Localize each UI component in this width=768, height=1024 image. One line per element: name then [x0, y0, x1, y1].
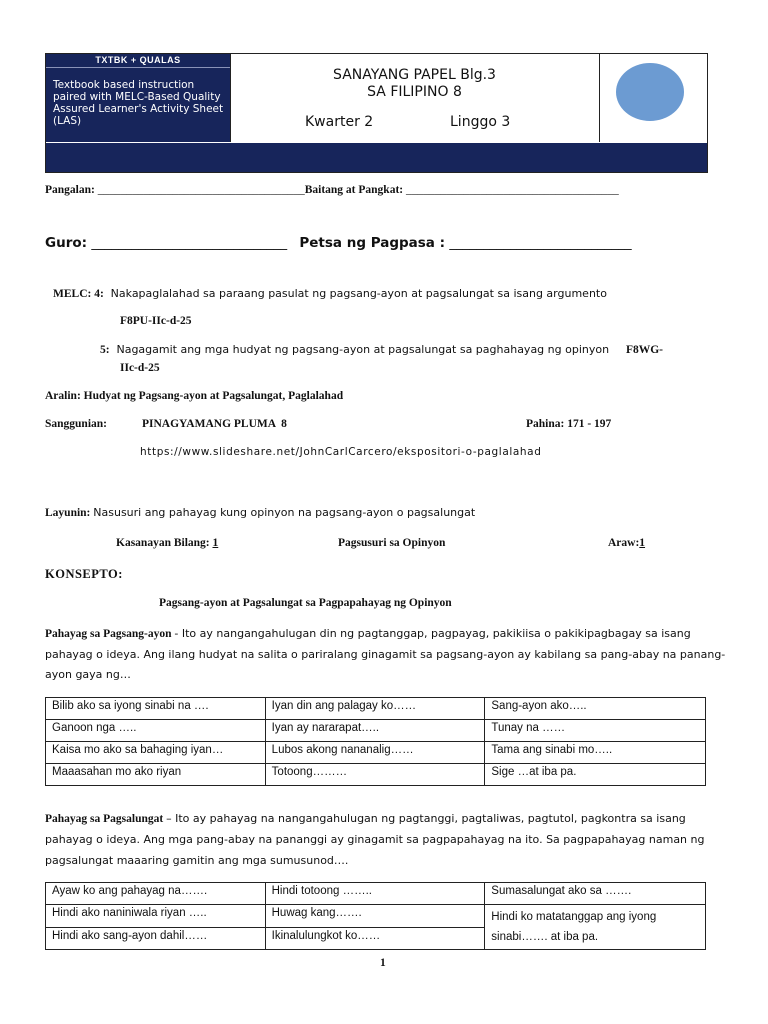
table-row	[46, 883, 706, 905]
document-title: SANAYANG PAPEL Blg.3	[333, 67, 496, 83]
aralin-text: Hudyat ng Pagsang-ayon at Pagsalungat, Paglalahad	[83, 390, 344, 402]
table-row	[46, 698, 706, 720]
melc-5-line	[100, 343, 663, 356]
table-cell: Maaasahan mo ako riyan	[46, 764, 266, 786]
quarter-label: Kwarter 2	[305, 114, 374, 130]
table-cell: Sumasalungat ako sa …….	[485, 883, 706, 905]
skill-number-line	[116, 537, 218, 549]
table-cell-line: sinabi……. at iba pa.	[491, 931, 599, 943]
layunin-line	[45, 506, 475, 519]
table-cell: Iyan din ang palagay ko……	[265, 698, 485, 720]
skill-label: Kasanayan Bilang:	[116, 537, 210, 549]
table-cell: Bilib ako sa iyong sinabi na ….	[46, 698, 266, 720]
melc-5-text: Nagagamit ang mga hudyat ng pagsang-ayon at pagsalungat sa paghahayag ng opinyon	[116, 343, 610, 356]
table-cell: Lubos akong nananalig……	[265, 742, 485, 764]
layunin-label: Layunin:	[45, 507, 91, 519]
table-cell: Sige …at iba pa.	[485, 764, 706, 786]
name-field[interactable]: ____________________________________	[97, 184, 305, 196]
table-cell: Hindi totoong ……..	[265, 883, 485, 905]
melc-4-line	[53, 287, 607, 300]
melc-5-number: 5:	[100, 344, 110, 356]
logo-circle	[616, 63, 684, 121]
table-cell: Hindi ako naniniwala riyan …..	[46, 905, 266, 928]
disagree-paragraph-line1	[45, 812, 706, 825]
skill-number: 1	[212, 537, 219, 549]
table-cell: Hindi ako sang-ayon dahil……	[46, 927, 266, 950]
source-pages-line	[526, 418, 611, 430]
grade-field[interactable]: _____________________________________	[406, 184, 619, 196]
agree-table	[45, 697, 706, 786]
pages-label: Pahina:	[526, 418, 565, 430]
table-row	[46, 905, 706, 928]
teacher-date-row	[45, 235, 632, 251]
day-label: Araw:	[608, 537, 640, 549]
day-line	[608, 537, 645, 549]
table-row	[46, 742, 706, 764]
table-cell: Sang-ayon ako…..	[485, 698, 706, 720]
grade-label: Baitang at Pangkat:	[304, 184, 404, 196]
skill-name: Pagsusuri sa Opinyon	[338, 537, 446, 549]
table-cell: Huwag kang…….	[265, 905, 485, 928]
melc-5-code-b: IIc-d-25	[120, 362, 160, 374]
disagree-line3: pagsalungat maaaring gamitin ang mga sumusunod….	[45, 854, 349, 867]
date-field[interactable]: ___________________________	[449, 235, 632, 251]
aralin-label: Aralin:	[45, 390, 81, 402]
header-description: Textbook based instruction paired with MELC-Based Quality Assured Learner's Activity Sheet (LAS)	[53, 79, 224, 127]
konsepto-heading: Pagsang-ayon at Pagsalungat sa Pagpapahayag ng Opinyon	[159, 597, 452, 609]
disagree-line2: pahayag o ideya. Ang mga pang-abay na pananggi ay ginagamit sa pagpapahayag na ito. Sa pagpapahayag naman ng	[45, 833, 705, 846]
melc-5-code-a: F8WG-	[625, 344, 664, 356]
table-cell: Ganoon nga …..	[46, 720, 266, 742]
table-row	[46, 720, 706, 742]
header-info-panel	[46, 54, 231, 142]
table-cell: Tama ang sinabi mo…..	[485, 742, 706, 764]
week-label: Linggo 3	[450, 114, 511, 130]
disagree-line1: – Ito ay pahayag na nangangahulugan ng pagtanggi, pagtaliwas, pagtutol, pagkontra sa isang	[166, 812, 686, 825]
document-subtitle: SA FILIPINO 8	[367, 84, 462, 100]
table-cell: Kaisa mo ako sa bahaging iyan…	[46, 742, 266, 764]
agree-term: Pahayag sa Pagsang-ayon	[45, 628, 172, 640]
page-number: 1	[380, 957, 386, 969]
table-row	[46, 764, 706, 786]
table-cell-merged	[485, 905, 706, 950]
date-label: Petsa ng Pagpasa :	[299, 235, 446, 251]
source-book: PINAGYAMANG PLUMA 8	[142, 418, 287, 430]
table-cell: Totoong………	[265, 764, 485, 786]
layunin-text: Nasusuri ang pahayag kung opinyon na pagsang-ayon o pagsalungat	[93, 506, 476, 519]
teacher-label: Guro:	[45, 235, 88, 251]
name-label: Pangalan:	[45, 184, 95, 196]
melc-4-code: F8PU-IIc-d-25	[120, 315, 192, 327]
document-header	[45, 53, 708, 173]
aralin-line	[45, 390, 343, 402]
source-label: Sanggunian:	[45, 418, 108, 430]
teacher-field[interactable]: _____________________________	[91, 235, 288, 251]
melc-4-text: Nakapaglalahad sa paraang pasulat ng pagsang-ayon at pagsalungat sa isang argumento	[110, 287, 607, 300]
table-cell: Tunay na ……	[485, 720, 706, 742]
konsepto-label: KONSEPTO:	[45, 567, 123, 581]
header-bar	[46, 143, 707, 172]
pages-value: 171 - 197	[567, 418, 612, 430]
table-cell: Iyan ay nararapat…..	[265, 720, 485, 742]
day-number: 1	[639, 537, 646, 549]
source-url[interactable]: https://www.slideshare.net/JohnCarlCarcero/ekspositori-o-paglalahad	[140, 446, 542, 458]
header-tag: TXTBK + QUALAS	[46, 54, 230, 68]
agree-line3: ayon gaya ng…	[45, 668, 131, 681]
name-grade-row	[45, 184, 619, 196]
agree-paragraph-line1	[45, 627, 706, 640]
table-cell-line: Hindi ko matatanggap ang iyong	[491, 911, 657, 923]
disagree-term: Pahayag sa Pagsalungat	[45, 813, 164, 825]
table-cell: Ayaw ko ang pahayag na…….	[46, 883, 266, 905]
header-logo-panel	[599, 54, 708, 142]
melc-label: MELC: 4:	[53, 288, 104, 300]
agree-line1: - Ito ay nangangahulugan din ng pagtanggap, pagpayag, pakikiisa o pakikipagbagay sa isang	[174, 627, 691, 640]
agree-line2: pahayag o ideya. Ang ilang hudyat na salita o pariralang ginagamit sa pagsang-ayon ay kabilang sa pang-abay na panang-	[45, 648, 726, 661]
disagree-table	[45, 882, 706, 950]
header-title-panel	[231, 54, 598, 142]
table-cell: Ikinalulungkot ko……	[265, 927, 485, 950]
